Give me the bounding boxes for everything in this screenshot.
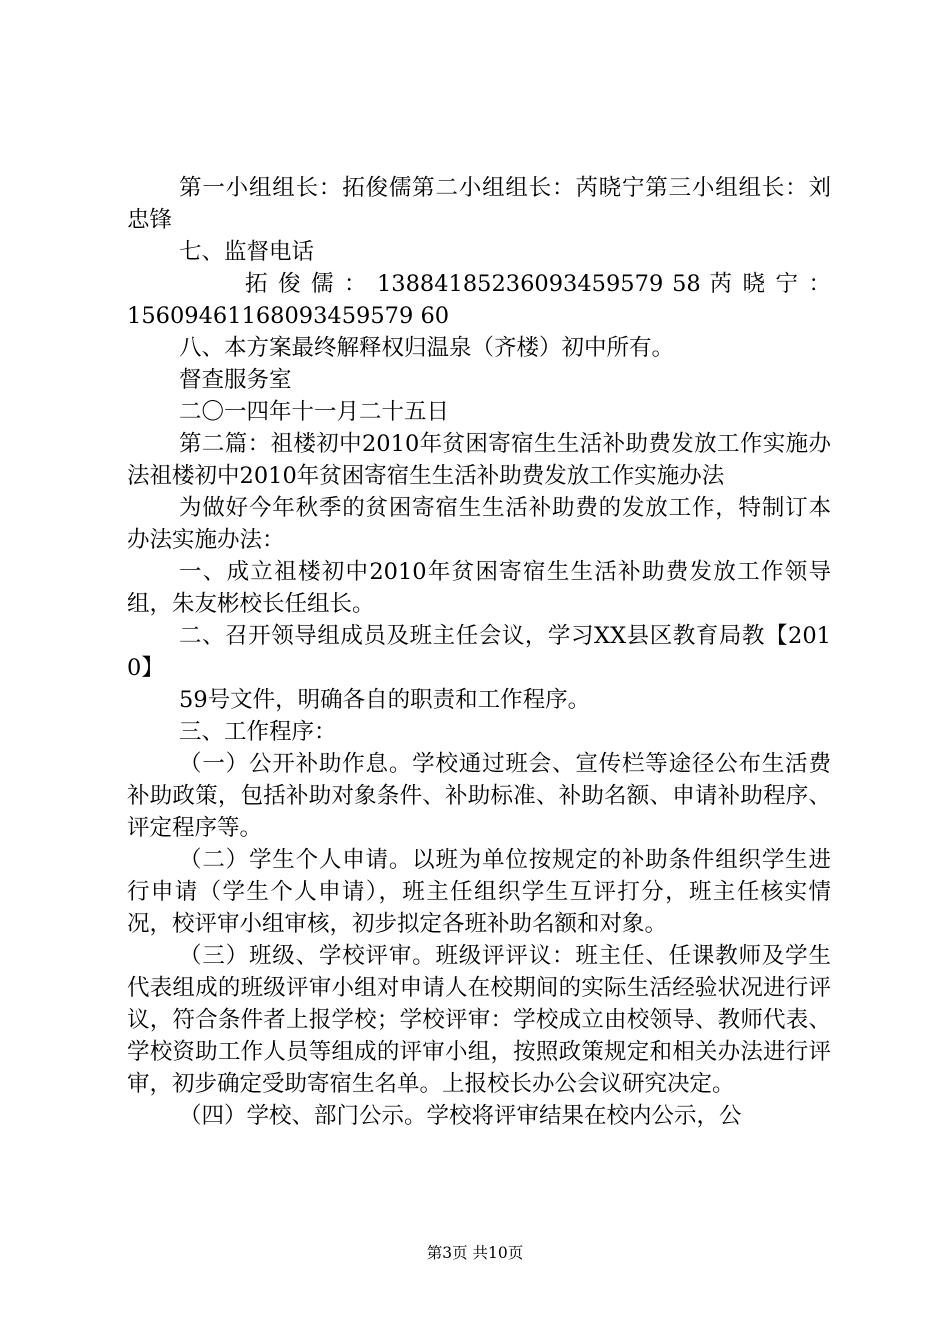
document-number-paragraph: 59号文件，明确各自的职责和工作程序。 (179, 687, 591, 713)
step-one-paragraph: （一）公开补助作息。学校通过班会、宣传栏等途径公布生活费补助政策，包括补助对象条件、补助标准、补助名额、申请补助程序、评定程序等。 (127, 751, 831, 841)
page-footer: 第3页 共10页 (426, 1244, 524, 1262)
item-three-heading: 三、工作程序： (179, 719, 337, 745)
phone-line-1: 拓 俊 儒 ： 13884185236093459579 58 芮 晓 宁 ： (245, 271, 831, 297)
section-eight-paragraph: 八、本方案最终解释权归温泉（齐楼）初中所有。 (179, 335, 675, 361)
phone-line-2: 15609461168093459579 60 (127, 303, 450, 329)
issuer-name: 督查服务室 (179, 367, 292, 393)
item-two-paragraph: 二、召开领导组成员及班主任会议，学习XX县区教育局教【2010】 (127, 623, 831, 681)
issue-date: 二〇一四年十一月二十五日 (179, 399, 450, 425)
section-seven-heading: 七、监督电话 (179, 239, 315, 265)
intro-paragraph: 为做好今年秋季的贫困寄宿生生活补助费的发放工作，特制订本办法实施办法： (127, 495, 831, 553)
item-one-paragraph: 一、成立祖楼初中2010年贫困寄宿生生活补助费发放工作领导组，朱友彬校长任组长。 (127, 559, 831, 617)
second-article-title: 第二篇：祖楼初中2010年贫困寄宿生生活补助费发放工作实施办法祖楼初中2010年贫困寄宿生生活补助费发放工作实施办法 (127, 431, 831, 489)
document-body (127, 172, 831, 1132)
step-two-paragraph: （二）学生个人申请。以班为单位按规定的补助条件组织学生进行申请（学生个人申请），班主任组织学生互评打分，班主任核实情况，校评审小组审核，初步拟定各班补助名额和对象。 (127, 847, 831, 937)
group-leaders-paragraph: 第一小组组长：拓俊儒第二小组组长：芮晓宁第三小组组长：刘忠锋 (127, 175, 831, 233)
step-three-paragraph: （三）班级、学校评审。班级评评议：班主任、任课教师及学生代表组成的班级评审小组对申请人在校期间的实际生活经验状况进行评议，符合条件者上报学校；学校评审：学校成立由校领导、教师代表、学校资助工作人员等组成的评审小组，按照政策规定和相关办法进行评审，初步确定受助寄宿生名单。上报校长办公会议研究决定。 (127, 943, 831, 1097)
step-four-paragraph: （四）学校、部门公示。学校将评审结果在校内公示，公 (179, 1103, 742, 1129)
